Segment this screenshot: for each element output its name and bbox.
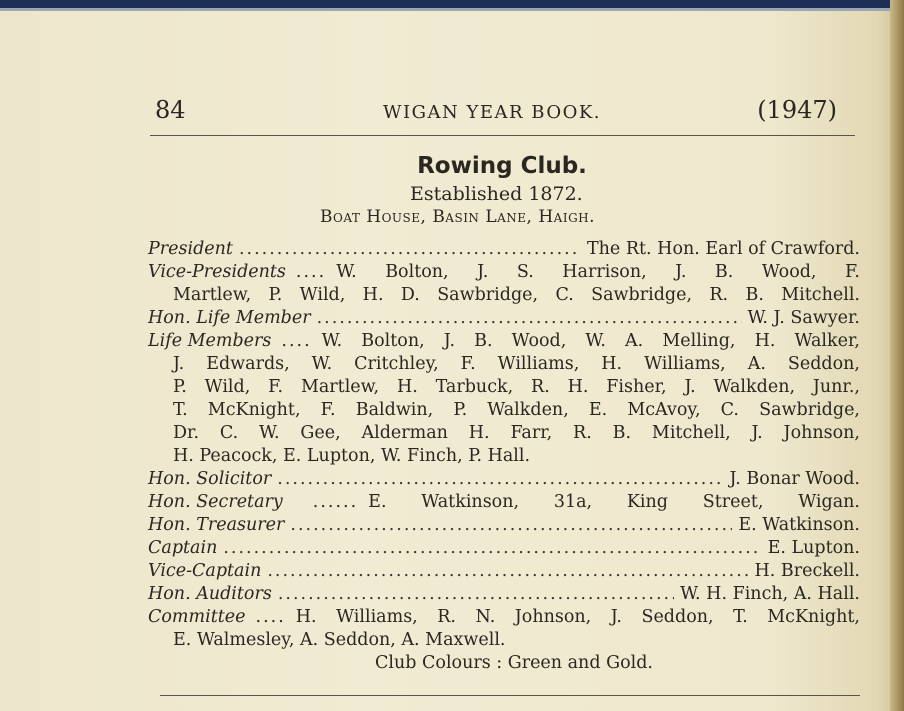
entry-value: The Rt. Hon. Earl of Crawford. — [586, 239, 860, 259]
entry-value: W. J. Sawyer. — [747, 308, 860, 328]
entry-value: W. Bolton, J. S. Harrison, J. B. Wood, F. — [336, 262, 860, 282]
officers-list — [148, 238, 860, 675]
entry-label: Hon. Life Member — [148, 308, 311, 328]
entry-label: Captain — [148, 538, 218, 558]
page-number: 84 — [155, 96, 186, 124]
entry-label: Hon. Auditors — [148, 584, 272, 604]
leader-dots: ...... — [312, 492, 359, 512]
entry-label: President — [148, 239, 233, 259]
entry-value: E. Watkinson. — [738, 515, 860, 535]
entry-continuation: H. Peacock, E. Lupton, W. Finch, P. Hall. — [173, 446, 531, 466]
entry-label: Hon. Solicitor — [148, 469, 272, 489]
leader-dots: .... — [255, 607, 286, 627]
section-title — [0, 153, 904, 179]
leader-dots — [239, 238, 581, 261]
binding-edge — [0, 0, 904, 8]
page-fold-edge — [890, 0, 904, 711]
entry-committee — [148, 606, 860, 629]
entry-value: H. Breckell. — [754, 561, 860, 581]
entry-hon-solicitor — [148, 468, 860, 491]
entry-continuation: P. Wild, F. Martlew, H. Tarbuck, R. H. Fisher, J. Walkden, Junr., — [173, 377, 860, 397]
club-name: Rowing Club. — [417, 153, 587, 179]
entry-label: Hon. Secretary — [148, 492, 283, 512]
entry-continuation: Dr. C. W. Gee, Alderman H. Farr, R. B. Mitchell, J. Johnson, — [173, 423, 860, 443]
entry-vice-captain — [148, 560, 860, 583]
entry-hon-life-member — [148, 307, 860, 330]
entry-hon-auditors — [148, 583, 860, 606]
entry-value: W. H. Finch, A. Hall. — [680, 584, 860, 604]
entry-label: Committee — [148, 607, 246, 627]
established-line: Established 1872. — [410, 183, 583, 205]
entry-label: Vice-Presidents — [148, 262, 286, 282]
entry-label: Life Members — [148, 331, 272, 351]
leader-dots: .... — [281, 331, 312, 351]
address-line: Boat House, Basin Lane, Haigh. — [320, 207, 596, 227]
year: (1947) — [757, 96, 837, 124]
binding-edge-shadow — [0, 8, 904, 11]
entry-vice-presidents — [148, 261, 860, 284]
leader-dots — [317, 307, 742, 330]
leader-dots — [290, 514, 732, 537]
entry-life-members — [148, 330, 860, 353]
entry-hon-secretary — [148, 491, 860, 514]
leader-dots — [267, 560, 748, 583]
entry-hon-treasurer — [148, 514, 860, 537]
entry-value: E. Lupton. — [767, 538, 860, 558]
entry-continuation: T. McKnight, F. Baldwin, P. Walkden, E. McAvoy, C. Sawbridge, — [173, 400, 860, 420]
header-rule — [150, 135, 855, 136]
book-title: WIGAN YEAR BOOK. — [383, 102, 602, 123]
entry-continuation: Martlew, P. Wild, H. D. Sawbridge, C. Sawbridge, R. B. Mitchell. — [173, 285, 860, 305]
leader-dots — [277, 468, 723, 491]
leader-dots: .... — [295, 262, 327, 282]
club-colours: Club Colours : Green and Gold. — [375, 653, 653, 673]
entry-continuation: J. Edwards, W. Critchley, F. Williams, H. Williams, A. Seddon, — [173, 354, 860, 374]
leader-dots — [223, 537, 761, 560]
leader-dots — [278, 583, 674, 606]
entry-value: E. Watkinson, 31a, King Street, Wigan. — [368, 492, 860, 512]
entry-continuation: E. Walmesley, A. Seddon, A. Maxwell. — [173, 630, 506, 650]
entry-value: J. Bonar Wood. — [729, 469, 860, 489]
entry-label: Vice-Captain — [148, 561, 262, 581]
entry-captain — [148, 537, 860, 560]
entry-label: Hon. Treasurer — [148, 515, 285, 535]
entry-value: W. Bolton, J. B. Wood, W. A. Melling, H. Walker, — [321, 331, 860, 351]
running-header — [155, 96, 855, 132]
entry-president — [148, 238, 860, 261]
footer-rule — [160, 695, 860, 696]
entry-value: H. Williams, R. N. Johnson, J. Seddon, T. McKnight, — [295, 607, 860, 627]
